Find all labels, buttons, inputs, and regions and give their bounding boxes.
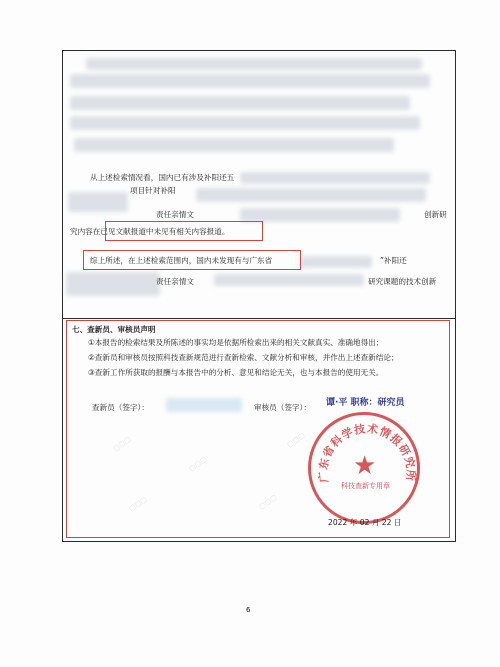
reviewer-label: 审核员（签字）： — [254, 403, 311, 412]
statement-2: ②查新员和审核员按照科技查新规范进行查新检索、文献分析和审核，并作出上述查新结论； — [88, 353, 399, 362]
summary-line-1: 综上所述，在上述检索范围内，国内未发现有与广东省 — [90, 256, 273, 265]
conclusion-line-3: 责任亲情文 — [156, 210, 194, 219]
official-seal — [308, 412, 420, 524]
redacted-block — [70, 116, 420, 130]
redacted-block — [86, 58, 422, 70]
reviewer-signature: 谭·平 职称：研究员 — [326, 398, 405, 408]
highlight-box-conclusion — [105, 221, 263, 241]
conclusion-line-4: 究内容在已见文献报道中未见有相关内容报道。 — [70, 227, 230, 236]
watermark: ▢▢▢ — [127, 495, 149, 513]
summary-line-1-end: ”补阳还 — [380, 256, 407, 265]
redacted-block — [240, 208, 400, 222]
redacted-researcher-signature — [166, 398, 242, 412]
watermark: ▢▢▢ — [187, 455, 209, 473]
summary-line-2: 责任亲情文 — [156, 277, 194, 286]
redacted-block — [214, 274, 364, 286]
redacted-block — [68, 192, 128, 212]
statement-1: ①本报告的检索结果及所陈述的事实均是依据所检索出来的相关文献真实、准确地得出； — [88, 338, 384, 347]
watermark: ▢▢▢ — [285, 431, 307, 449]
conclusion-line-1: 从上述检索情况看，国内已有涉及补阳还五 — [90, 173, 235, 182]
redacted-block — [196, 188, 426, 202]
conclusion-line-2: 项目针对补阳 — [130, 186, 176, 195]
seal-sub-label: 科技查新专用章 — [341, 482, 390, 490]
redacted-block — [300, 256, 372, 268]
seal-star-icon: ★ — [353, 451, 377, 481]
svg-text:广东省科学技术情报研究所: 广东省科学技术情报研究所 — [316, 422, 418, 484]
statement-3: ③查新工作所获取的报酬与本报告中的分析、意见和结论无关，也与本报告的使用无关。 — [88, 368, 384, 377]
researcher-label: 查新员（签字）： — [92, 403, 149, 412]
report-date: 2022 年 02 月 22 日 — [328, 518, 402, 527]
redacted-block — [70, 96, 410, 110]
section-seven-heading: 七、查新员、审核员声明 — [72, 325, 156, 334]
page-number: 6 — [246, 606, 251, 614]
conclusion-line-3-end: 创新研 — [424, 210, 447, 219]
redacted-block — [70, 74, 430, 88]
watermark: ▢▢▢ — [257, 493, 279, 511]
redacted-block — [240, 172, 430, 184]
redacted-block — [74, 138, 394, 152]
highlight-box-summary — [83, 250, 301, 270]
watermark: ▢▢▢ — [111, 435, 133, 453]
redacted-block — [66, 272, 160, 296]
section-divider — [62, 318, 456, 319]
summary-line-2-end: 研究课题的技术创新 — [368, 277, 437, 286]
